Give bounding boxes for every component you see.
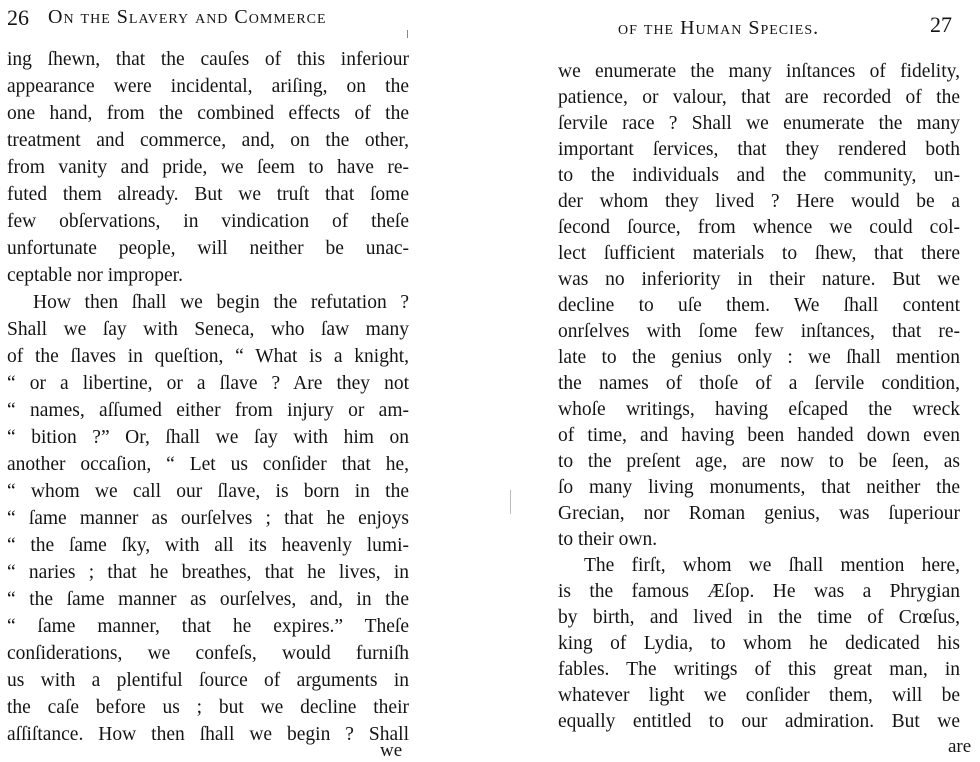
right-line-10: decline to uſe them. We ſhall content	[558, 295, 960, 316]
left-line-7: few obſervations, in vindication of theſe	[7, 211, 409, 232]
left-line-6: futed them already. But we truſt that ſome	[7, 184, 409, 205]
left-line-18: “ ſame manner as ourſelves ; that he enjoys	[7, 508, 409, 529]
right-line-16: to the preſent age, are now to be ſeen, as	[558, 451, 960, 472]
right-line-18: Grecian, nor Roman genius, was ſuperiour	[558, 503, 960, 524]
left-page-number: 26	[7, 5, 29, 30]
right-line-26: equally entitled to our admiration. But we	[558, 711, 960, 732]
left-line-26: aſſiſtance. How then ſhall we begin ? Shall	[7, 724, 409, 745]
right-line-7: ſecond ſource, from whence we could col-	[558, 217, 960, 238]
right-line-17: ſo many living monuments, that neither the	[558, 477, 960, 498]
left-running-head: On the Slavery and Commerce	[48, 6, 327, 28]
left-line-11: Shall we ſay with Seneca, who ſaw many	[7, 319, 409, 340]
left-line-4: treatment and commerce, and, on the other,	[7, 130, 409, 151]
right-line-6: der whom they lived ? Here would be a	[558, 191, 960, 212]
right-page-number: 27	[930, 12, 952, 37]
right-line-9: was no inferiority in their nature. But we	[558, 269, 960, 290]
right-line-2: patience, or valour, that are recorded of the	[558, 87, 960, 108]
left-line-22: “ ſame manner, that he expires.” Theſe	[7, 616, 409, 637]
right-line-23: king of Lydia, to whom he dedicated his	[558, 633, 960, 654]
left-line-25: the caſe before us ; but we decline their	[7, 697, 409, 718]
left-line-16: another occaſion, “ Let us conſider that he,	[7, 454, 409, 475]
left-line-15: “ bition ?” Or, ſhall we ſay with him on	[7, 427, 409, 448]
left-line-5: from vanity and pride, we ſeem to have re-	[7, 157, 409, 178]
left-page	[0, 0, 490, 760]
right-running-head: of the Human Species.	[618, 17, 820, 39]
left-line-2: appearance were incidental, ariſing, on the	[7, 76, 409, 97]
right-line-25: whatever light we conſider them, will be	[558, 685, 960, 706]
left-line-10: How then ſhall we begin the refutation ?	[33, 292, 409, 313]
right-catchword: are	[948, 736, 972, 757]
left-catchword: we	[380, 740, 403, 761]
right-line-15: of time, and having been handed down even	[558, 425, 960, 446]
right-line-14: whoſe writings, having eſcaped the wreck	[558, 399, 960, 420]
right-line-21: is the famous Æſop. He was a Phrygian	[558, 581, 960, 602]
right-line-3: ſervile race ? Shall we enumerate the many	[558, 113, 960, 134]
right-line-20: The firſt, whom we ſhall mention here,	[584, 555, 960, 576]
left-line-8: unfortunate people, will neither be unac-	[7, 238, 409, 259]
right-line-4: important ſervices, that they rendered both	[558, 139, 960, 160]
left-line-20: “ naries ; that he breathes, that he lives, in	[7, 562, 409, 583]
left-line-21: “ the ſame manner as ourſelves, and, in the	[7, 589, 409, 610]
right-line-24: fables. The writings of this great man, in	[558, 659, 960, 680]
left-line-12: of the ſlaves in queſtion, “ What is a knight,	[7, 346, 409, 367]
right-line-12: late to the genius only : we ſhall mention	[558, 347, 960, 368]
left-line-3: one hand, from the combined effects of the	[7, 103, 409, 124]
left-line-23: conſiderations, we confeſs, would furniſh	[7, 643, 409, 664]
right-line-5: to the individuals and the community, un-	[558, 165, 960, 186]
right-line-8: lect ſufficient materials to ſhew, that there	[558, 243, 960, 264]
right-line-13: the names of thoſe of a ſervile condition,	[558, 373, 960, 394]
right-page	[490, 0, 980, 760]
right-line-1: we enumerate the many inſtances of fidelity,	[558, 61, 960, 82]
left-line-24: us with a plentiful ſource of arguments in	[7, 670, 409, 691]
left-line-14: “ names, aſſumed either from injury or am-	[7, 400, 409, 421]
right-line-19: to their own.	[558, 529, 658, 550]
left-line-17: “ whom we call our ſlave, is born in the	[7, 481, 409, 502]
left-line-9: ceptable nor improper.	[7, 265, 183, 286]
margin-mark	[407, 30, 408, 38]
right-line-11: onrſelves with ſome few inſtances, that re-	[558, 321, 960, 342]
left-line-13: “ or a libertine, or a ſlave ? Are they not	[7, 373, 409, 394]
right-line-22: by birth, and lived in the time of Crœſus,	[558, 607, 960, 628]
left-line-1: ing ſhewn, that the cauſes of this inferiour	[7, 49, 409, 70]
left-line-19: “ the ſame ſky, with all its heavenly lumi-	[7, 535, 409, 556]
